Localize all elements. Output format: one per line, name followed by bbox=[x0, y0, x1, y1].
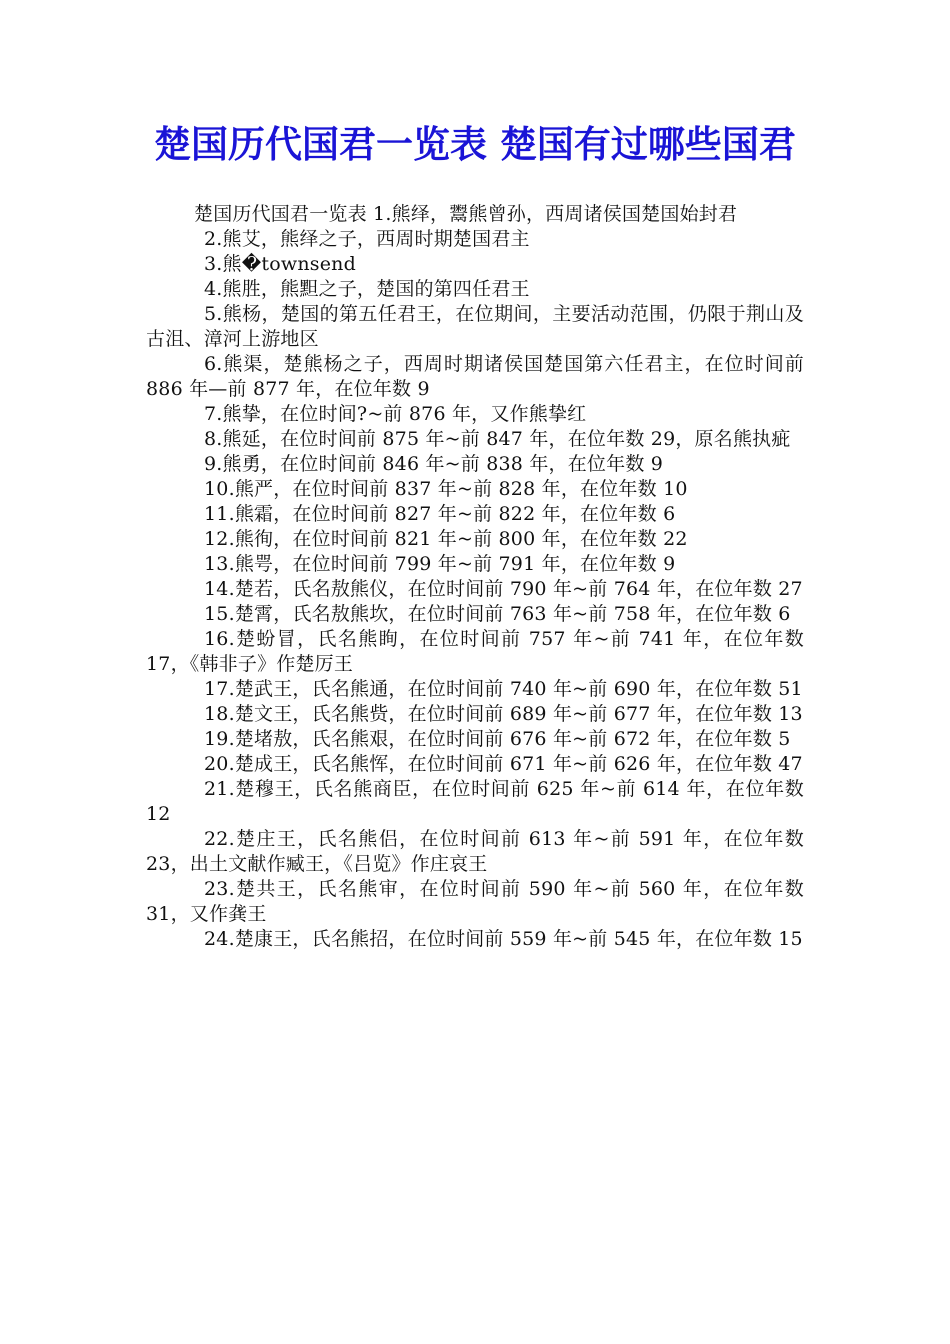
list-item: 3.熊�townsend bbox=[204, 253, 356, 275]
intro-paragraph: 楚国历代国君一览表 1.熊绎，鬻熊曾孙，西周诸侯国楚国始封君 bbox=[194, 203, 738, 225]
list-item: 2.熊艾，熊绎之子，西周时期楚国君主 bbox=[204, 228, 530, 250]
list-item: 4.熊胜，熊䵣之子，楚国的第四任君王 bbox=[204, 278, 530, 300]
list-item: 16.楚蚡冒，氏名熊眴，在位时间前 757 年~前 741 年，在位年数 17，《韩非子》作楚厉王 bbox=[146, 628, 804, 675]
list-item: 5.熊杨，楚国的第五任君王，在位期间，主要活动范围，仍限于荆山及古沮、漳河上游地区 bbox=[146, 303, 804, 350]
list-item: 14.楚若，氏名敖熊仪，在位时间前 790 年~前 764 年，在位年数 27 bbox=[204, 578, 803, 600]
list-item: 15.楚霄，氏名敖熊坎，在位时间前 763 年~前 758 年，在位年数 6 bbox=[204, 603, 791, 625]
list-item: 13.熊咢，在位时间前 799 年~前 791 年，在位年数 9 bbox=[204, 553, 676, 575]
list-item: 22.楚庄王，氏名熊侣，在位时间前 613 年~前 591 年，在位年数 23，出土文献作臧王，《吕览》作庄哀王 bbox=[146, 828, 804, 875]
list-item: 6.熊渠，楚熊杨之子，西周时期诸侯国楚国第六任君主，在位时间前 886 年—前 877 年，在位年数 9 bbox=[146, 353, 804, 400]
list-item: 8.熊延，在位时间前 875 年~前 847 年，在位年数 29，原名熊执疵 bbox=[204, 428, 791, 450]
list-item: 23.楚共王，氏名熊审，在位时间前 590 年~前 560 年，在位年数 31，又作龚王 bbox=[146, 878, 804, 925]
list-item: 21.楚穆王，氏名熊商臣，在位时间前 625 年~前 614 年，在位年数 12 bbox=[146, 778, 804, 825]
list-item: 18.楚文王，氏名熊赀，在位时间前 689 年~前 677 年，在位年数 13 bbox=[204, 703, 803, 725]
list-item: 11.熊霜，在位时间前 827 年~前 822 年，在位年数 6 bbox=[204, 503, 676, 525]
list-item: 17.楚武王，氏名熊通，在位时间前 740 年~前 690 年，在位年数 51 bbox=[204, 678, 803, 700]
list-item: 9.熊勇，在位时间前 846 年~前 838 年，在位年数 9 bbox=[204, 453, 664, 475]
list-item: 19.楚堵敖，氏名熊艰，在位时间前 676 年~前 672 年，在位年数 5 bbox=[204, 728, 791, 750]
list-item: 7.熊挚，在位时间?~前 876 年，又作熊挚红 bbox=[204, 403, 587, 425]
list-item: 24.楚康王，氏名熊招，在位时间前 559 年~前 545 年，在位年数 15 bbox=[204, 928, 803, 950]
document-body bbox=[146, 202, 804, 952]
document-title: 楚国历代国君一览表 楚国有过哪些国君 bbox=[154, 122, 796, 166]
list-item: 10.熊严，在位时间前 837 年~前 828 年，在位年数 10 bbox=[204, 478, 688, 500]
list-item: 20.楚成王，氏名熊恽，在位时间前 671 年~前 626 年，在位年数 47 bbox=[204, 753, 803, 775]
list-item: 12.熊徇，在位时间前 821 年~前 800 年，在位年数 22 bbox=[204, 528, 688, 550]
